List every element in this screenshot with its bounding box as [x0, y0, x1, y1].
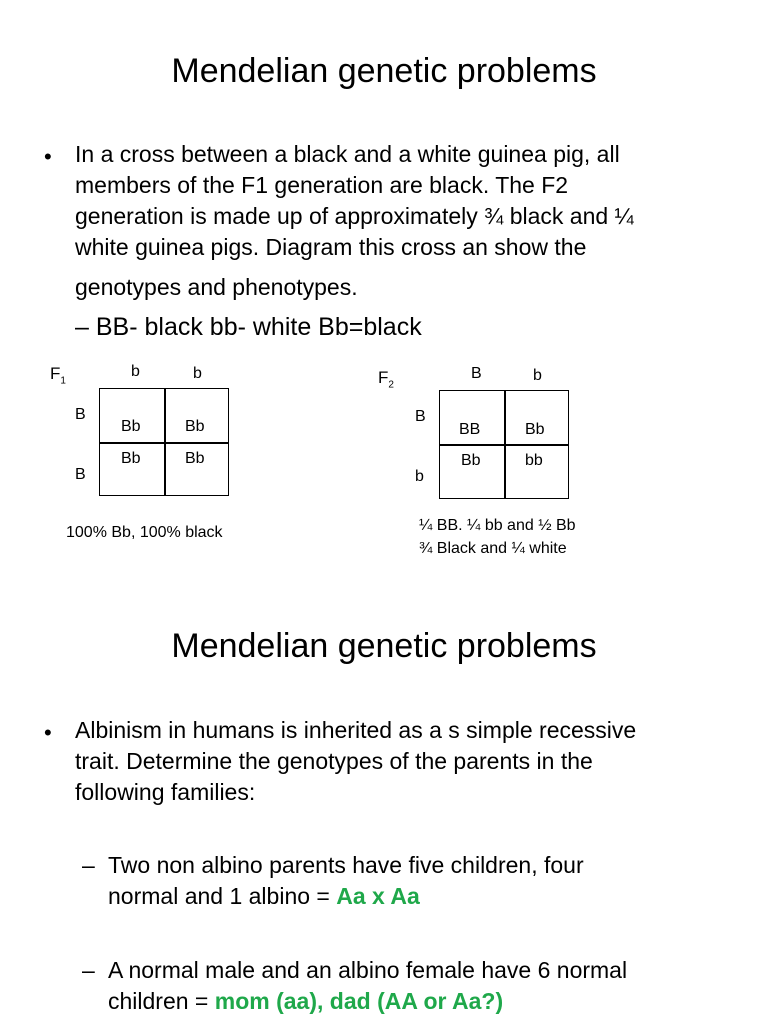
slide1-question	[75, 139, 755, 303]
f2-row-header: b	[415, 468, 424, 485]
slide2-title: Mendelian genetic problems	[171, 627, 597, 665]
f2-label	[378, 368, 394, 390]
slide1-title: Mendelian genetic problems	[171, 52, 597, 90]
item2-dash: –	[82, 957, 95, 983]
f2-cell: Bb	[461, 452, 481, 469]
f2-col-header: b	[533, 367, 542, 384]
slide1-bullet: •	[44, 144, 52, 169]
slide1-question-line: white guinea pigs. Diagram this cross an show the	[75, 234, 587, 260]
f2-row-header: B	[415, 408, 426, 425]
item1-line2	[108, 881, 758, 912]
f2-grid-hline	[439, 444, 569, 446]
f2-caption-line: ¼ BB. ¼ bb and ½ Bb	[419, 517, 576, 534]
slide1-question-line: generation is made up of approximately ¾ black and ¼	[75, 203, 634, 229]
f2-label-sub: 2	[388, 379, 394, 391]
item1-answer: Aa x Aa	[336, 883, 420, 909]
f1-grid-hline	[99, 442, 229, 444]
slide2-bullet: •	[44, 720, 52, 745]
item1	[108, 850, 758, 912]
f2-cell: bb	[525, 452, 543, 469]
slide1-question-line: members of the F1 generation are black. The F2	[75, 172, 569, 198]
slide1-question-line: genotypes and phenotypes.	[75, 274, 358, 300]
f1-label	[50, 364, 66, 386]
f1-cell: Bb	[121, 418, 141, 435]
slide1-question-line: In a cross between a black and a white guinea pig, all	[75, 141, 620, 167]
item1-dash: –	[82, 852, 95, 878]
f2-label-main: F	[378, 368, 389, 387]
item2-answer: mom (aa), dad (AA or Aa?)	[214, 988, 504, 1014]
slide1-key	[75, 313, 422, 342]
slide2-question	[75, 715, 755, 808]
item2-line-text: children =	[108, 988, 215, 1014]
slide2-question-line: following families:	[75, 779, 256, 805]
f1-caption: 100% Bb, 100% black	[66, 524, 223, 541]
f1-col-header: b	[193, 365, 202, 382]
f1-label-sub: 1	[60, 375, 66, 387]
f1-cell: Bb	[185, 418, 205, 435]
slide2-question-line: trait. Determine the genotypes of the parents in the	[75, 748, 593, 774]
item2	[108, 955, 758, 1017]
f2-col-header: B	[471, 365, 482, 382]
f1-cell: Bb	[121, 450, 141, 467]
f2-caption	[419, 514, 576, 560]
slide1-key-dash: –	[75, 313, 89, 341]
f1-label-main: F	[50, 364, 61, 383]
f1-cell: Bb	[185, 450, 205, 467]
f1-row-header: B	[75, 466, 86, 483]
slide2-question-line: Albinism in humans is inherited as a s simple recessive	[75, 717, 637, 743]
f2-cell: BB	[459, 421, 481, 438]
item2-line2	[108, 986, 758, 1017]
item2-line: A normal male and an albino female have 6 normal	[108, 957, 628, 983]
f1-col-header: b	[131, 363, 140, 380]
f2-caption-line: ¾ Black and ¼ white	[419, 540, 567, 557]
f2-cell: Bb	[525, 421, 545, 438]
slide1-key-text: BB- black bb- white Bb=black	[95, 313, 422, 341]
item1-line: Two non albino parents have five children, four	[108, 852, 584, 878]
f1-row-header: B	[75, 406, 86, 423]
item1-line-text: normal and 1 albino =	[108, 883, 337, 909]
